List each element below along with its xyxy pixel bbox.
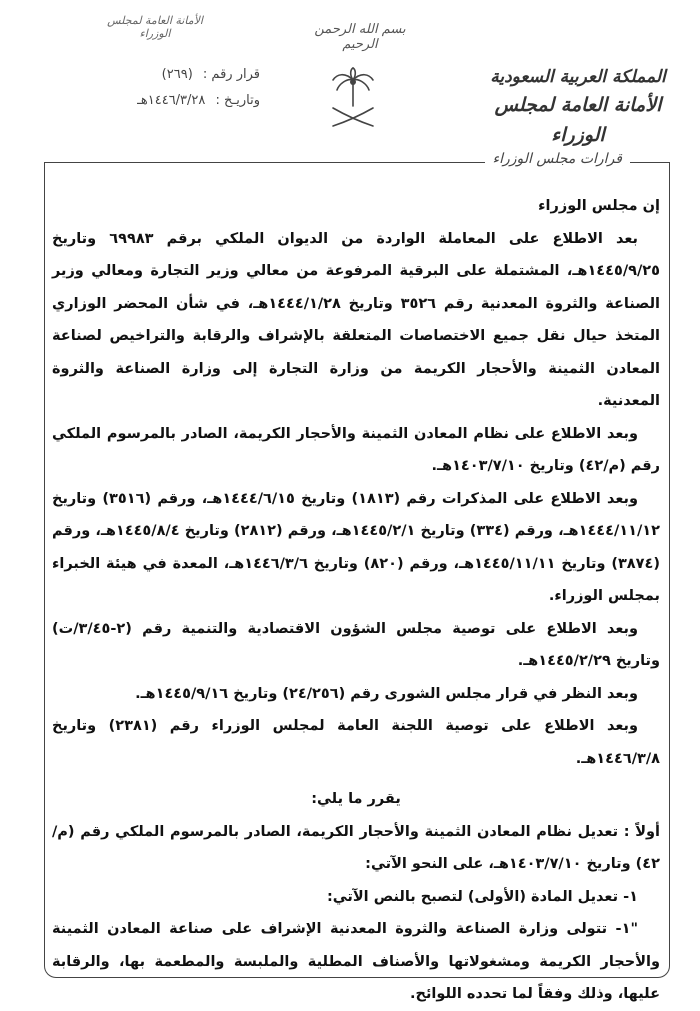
- decision-date-line: [30, 88, 260, 114]
- opening-line: إن مجلس الوزراء: [538, 198, 660, 214]
- amendment-quote: "١- تتولى وزارة الصناعة والثروة المعدنية الإشراف على صناعة المعادن الثمينة والأحجار الكريمة ومشغولاتها والأصناف المطلية والملبسة والمطعمة بها، والرقابة عليها، وذلك وفقاً لما تحدده اللوائح.: [52, 921, 660, 1002]
- resolves-heading: يقرر ما يلي:: [311, 791, 401, 807]
- palm-swords-emblem-icon: [327, 66, 379, 130]
- amendment-item: ١- تعديل المادة (الأولى) لتصبح بالنص الآتي:: [326, 888, 638, 905]
- decision-meta: [30, 62, 260, 114]
- section-title: قرارات مجلس الوزراء: [485, 151, 630, 167]
- decision-number: (٢٦٩): [161, 67, 193, 82]
- issuer-block: [478, 64, 678, 150]
- preamble-paragraph-5: وبعد النظر في قرار مجلس الشورى رقم (٢٤/٢٥٦) وتاريخ ١٤٤٥/٩/١٦هـ.: [135, 685, 638, 702]
- seal-text-left: الأمانة العامة لمجلس الوزراء: [107, 14, 203, 40]
- authority-name: الأمانة العامة لمجلس الوزراء: [494, 94, 662, 146]
- decision-label: قرار رقم :: [202, 67, 260, 82]
- clause-first: أولاً : تعديل نظام المعادن الثمينة والأحجار الكريمة، الصادر بالمرسوم الملكي رقم (م/٤٢) وتاريخ ١٤٠٣/٧/١٠هـ، على النحو الآتي:: [52, 823, 660, 872]
- country-name: المملكة العربية السعودية: [490, 67, 666, 87]
- decision-body: [52, 190, 660, 1011]
- basmala: بسم الله الرحمن الرحيم: [314, 22, 406, 52]
- preamble-paragraph-1: بعد الاطلاع على المعاملة الواردة من الديوان الملكي برقم ٦٩٩٨٣ وتاريخ ١٤٤٥/٩/٢٥هـ، المشتملة على البرقية المرفوعة من معالي وزير التجارة ومعالي وزير الصناعة والثروة المعدنية رقم ٣٥٢٦ وتاريخ ١٤٤٤/١/٢٨هـ، في شأن المحضر الوزاري المتخذ حيال نقل جميع الاختصاصات المتعلقة بالإشراف والرقابة والتراخيص لصناعة المعادن الثمينة والأحجار الكريمة من وزارة التجارة إلى وزارة الصناعة والثروة المعدنية.: [52, 230, 660, 409]
- date-label: وتاريـخ :: [215, 93, 260, 108]
- preamble-paragraph-2: وبعد الاطلاع على نظام المعادن الثمينة والأحجار الكريمة، الصادر بالمرسوم الملكي رقم (م/٤٢) وتاريخ ١٤٠٣/٧/١٠هـ.: [52, 425, 660, 474]
- preamble-paragraph-3: وبعد الاطلاع على المذكرات رقم (١٨١٣) وتاريخ ١٤٤٤/٦/١٥هـ، ورقم (٣٥١٦) وتاريخ ١٤٤٤/١١/١٢هـ، ورقم (٣٣٤) وتاريخ ١٤٤٥/٢/١هـ، ورقم (٢٨١٢) وتاريخ ١٤٤٥/٨/٤هـ، ورقم (٣٨٧٤) وتاريخ ١٤٤٥/١١/١١هـ، ورقم (٨٢٠) وتاريخ ١٤٤٦/٣/٦هـ، المعدة في هيئة الخبراء بمجلس الوزراء.: [52, 490, 660, 604]
- decision-date: ١٤٤٦/٣/٢٨هـ: [137, 93, 206, 108]
- decision-number-line: [30, 62, 260, 88]
- preamble-paragraph-6: وبعد الاطلاع على توصية اللجنة العامة لمجلس الوزراء رقم (٢٣٨١) وتاريخ ١٤٤٦/٣/٨هـ.: [52, 718, 660, 767]
- preamble-paragraph-4: وبعد الاطلاع على توصية مجلس الشؤون الاقتصادية والتنمية رقم (٢-٣/٤٥/ت) وتاريخ ١٤٤٥/٢/٢٩هـ.: [52, 620, 660, 669]
